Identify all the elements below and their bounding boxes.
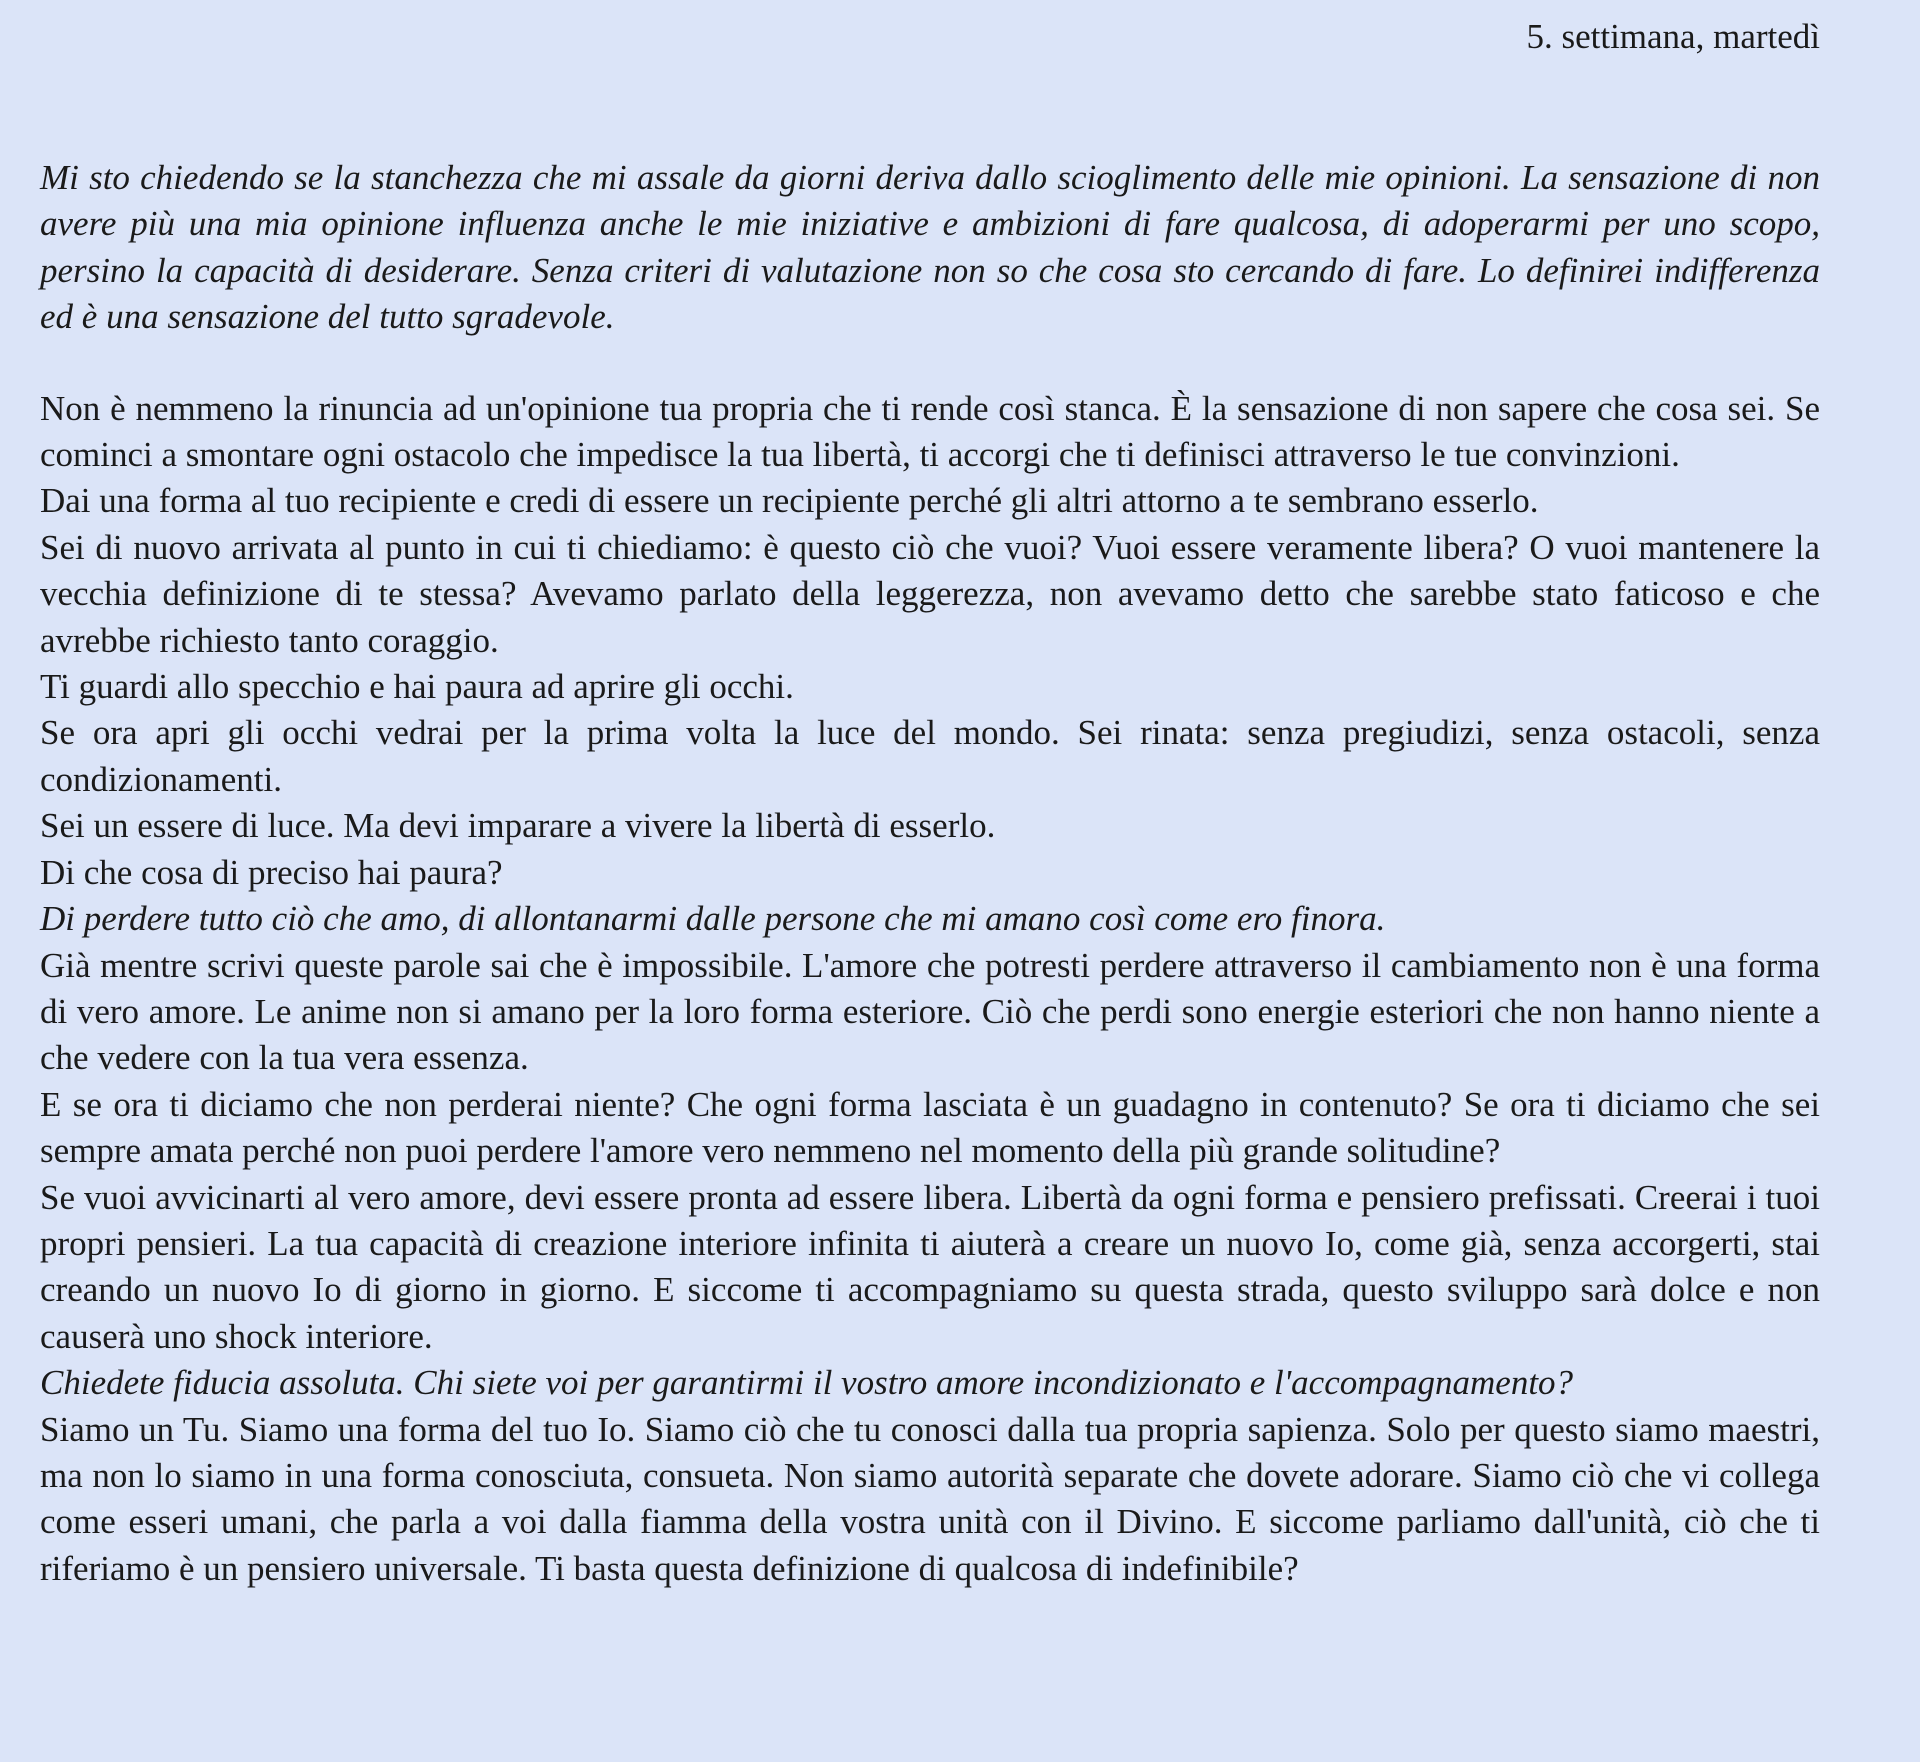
paragraph-question-italic: Mi sto chiedendo se la stanchezza che mi assale da giorni deriva dallo scioglimento delle mie opinioni. La sensazione di non avere più una mia opinione influenza anche le mie iniziative e ambizioni di fare qualcosa, di adoperarmi per uno scopo, persino la capacità di desiderare. Senza criteri di valutazione non so che cosa sto cercando di fare. Lo definirei indifferenza ed è una sensazione del tutto sgradevole. (40, 158, 1820, 337)
paragraph: Di che cosa di preciso hai paura? (40, 852, 503, 892)
paragraph: Dai una forma al tuo recipiente e credi di essere un recipiente perché gli altri attorno a te sembrano esserlo. (40, 481, 1539, 521)
paragraph: Non è nemmeno la rinuncia ad un'opinione tua propria che ti rende così stanca. È la sensazione di non sapere che cosa sei. Se cominci a smontare ogni ostacolo che impedisce la tua libertà, ti accorgi che ti definisci attraverso le tue convinzioni. (40, 388, 1820, 475)
paragraph-italic: Chiedete fiducia assoluta. Chi siete voi per garantirmi il vostro amore incondizionato e l'accompagnamento? (40, 1363, 1574, 1403)
paragraph-gap (40, 341, 1820, 386)
paragraph: Se vuoi avvicinarti al vero amore, devi essere pronta ad essere libera. Libertà da ogni forma e pensiero prefissati. Creerai i tuoi propri pensieri. La tua capacità di creazione interiore infinita ti aiuterà a creare un nuovo Io, come già, senza accorgerti, stai creando un nuovo Io di giorno in giorno. E siccome ti accompagniamo su questa strada, questo sviluppo sarà dolce e non causerà uno shock interiore. (40, 1177, 1820, 1356)
paragraph-italic: Di perdere tutto ciò che amo, di allontanarmi dalle persone che mi amano così come ero finora. (40, 899, 1386, 939)
paragraph: Sei di nuovo arrivata al punto in cui ti chiediamo: è questo ciò che vuoi? Vuoi essere veramente libera? O vuoi mantenere la vecchia definizione di te stessa? Avevamo parlato della leggerezza, non avevamo detto che sarebbe stato faticoso e che avrebbe richiesto tanto coraggio. (40, 527, 1820, 660)
paragraph: Se ora apri gli occhi vedrai per la prima volta la luce del mondo. Sei rinata: senza pregiudizi, senza ostacoli, senza condizionamenti. (40, 713, 1820, 799)
document-page (40, 0, 1820, 1592)
paragraph: Siamo un Tu. Siamo una forma del tuo Io. Siamo ciò che tu conosci dalla tua propria sapienza. Solo per questo siamo maestri, ma non lo siamo in una forma conosciuta, consueta. Non siamo autorità separate che dovete adorare. Siamo ciò che vi collega come esseri umani, che parla a voi dalla fiamma della vostra unità con il Divino. E siccome parliamo dall'unità, ciò che ti riferiamo è un pensiero universale. Ti basta questa definizione di qualcosa di indefinibile? (40, 1409, 1820, 1588)
paragraph: E se ora ti diciamo che non perderai niente? Che ogni forma lasciata è un guadagno in contenuto? Se ora ti diciamo che sei sempre amata perché non puoi perdere l'amore vero nemmeno nel momento della più grande solitudine? (40, 1084, 1820, 1171)
paragraph: Sei un essere di luce. Ma devi imparare a vivere la libertà di esserlo. (40, 806, 996, 846)
paragraph: Ti guardi allo specchio e hai paura ad aprire gli occhi. (40, 667, 794, 707)
paragraph: Già mentre scrivi queste parole sai che è impossibile. L'amore che potresti perdere attraverso il cambiamento non è una forma di vero amore. Le anime non si amano per la loro forma esteriore. Ciò che perdi sono energie esteriori che non hanno niente a che vedere con la tua vera essenza. (40, 945, 1820, 1078)
page-header-date: 5. settimana, martedì (1526, 17, 1820, 56)
document-body (40, 155, 1820, 1592)
